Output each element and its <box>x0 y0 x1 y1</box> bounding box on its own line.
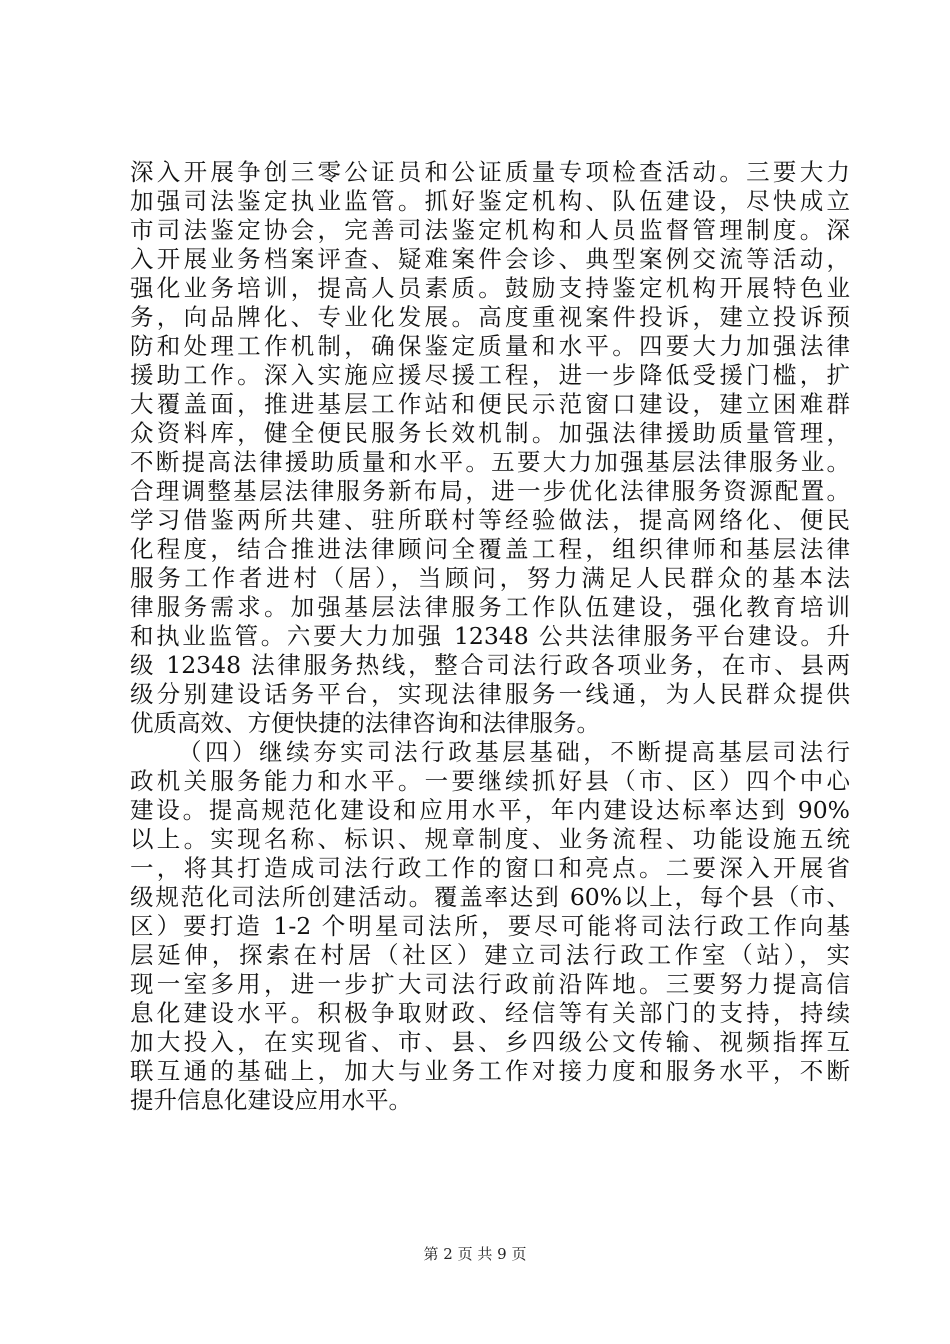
text-line: 建设。提高规范化建设和应用水平，年内建设达标率达到 90% <box>130 796 850 824</box>
text-line: 市司法鉴定协会，完善司法鉴定机构和人员监督管理制度。深 <box>130 216 850 244</box>
text-line: 强化业务培训，提高人员素质。鼓励支持鉴定机构开展特色业 <box>130 274 850 302</box>
text-line: 息化建设水平。积极争取财政、经信等有关部门的支持，持续 <box>130 999 850 1027</box>
text-line: 深入开展争创三零公证员和公证质量专项检查活动。三要大力 <box>130 158 850 186</box>
page-footer: 第 2 页 共 9 页 <box>423 1245 527 1263</box>
text-line: 优质高效、方便快捷的法律咨询和法律服务。 <box>130 709 600 737</box>
text-line: 层延伸，探索在村居（社区）建立司法行政工作室（站），实 <box>130 941 850 969</box>
text-line: 务，向品牌化、专业化发展。高度重视案件投诉，建立投诉预 <box>130 303 850 331</box>
text-line: 学习借鉴两所共建、驻所联村等经验做法，提高网络化、便民 <box>130 506 850 534</box>
text-line: （四）继续夯实司法行政基层基础，不断提高基层司法行 <box>178 738 850 766</box>
text-line: 大覆盖面，推进基层工作站和便民示范窗口建设，建立困难群 <box>130 390 850 418</box>
text-line: 区）要打造 1-2 个明星司法所，要尽可能将司法行政工作向基 <box>130 912 850 940</box>
text-line: 一，将其打造成司法行政工作的窗口和亮点。二要深入开展省 <box>130 854 850 882</box>
text-line: 众资料库，健全便民服务长效机制。加强法律援助质量管理， <box>130 419 850 447</box>
text-line: 防和处理工作机制，确保鉴定质量和水平。四要大力加强法律 <box>130 332 850 360</box>
text-line: 政机关服务能力和水平。一要继续抓好县（市、区）四个中心 <box>130 767 850 795</box>
text-line: 服务工作者进村（居），当顾问，努力满足人民群众的基本法 <box>130 564 850 592</box>
text-line: 加强司法鉴定执业监管。抓好鉴定机构、队伍建设，尽快成立 <box>130 187 850 215</box>
text-line: 化程度，结合推进法律顾问全覆盖工程，组织律师和基层法律 <box>130 535 850 563</box>
text-line: 提升信息化建设应用水平。 <box>130 1086 412 1114</box>
text-line: 加大投入，在实现省、市、县、乡四级公文传输、视频指挥互 <box>130 1028 850 1056</box>
paragraph <box>130 158 850 738</box>
text-line: 级分别建设话务平台，实现法律服务一线通，为人民群众提供 <box>130 680 850 708</box>
text-line: 援助工作。深入实施应援尽援工程，进一步降低受援门槛，扩 <box>130 361 850 389</box>
text-line: 不断提高法律援助质量和水平。五要大力加强基层法律服务业。 <box>130 448 850 476</box>
text-line: 级规范化司法所创建活动。覆盖率达到 60%以上，每个县（市、 <box>130 883 850 911</box>
text-line: 现一室多用，进一步扩大司法行政前沿阵地。三要努力提高信 <box>130 970 850 998</box>
text-line: 律服务需求。加强基层法律服务工作队伍建设，强化教育培训 <box>130 593 850 621</box>
text-line: 和执业监管。六要大力加强 12348 公共法律服务平台建设。升 <box>130 622 850 650</box>
text-line: 联互通的基础上，加大与业务工作对接力度和服务水平，不断 <box>130 1057 850 1085</box>
text-line: 入开展业务档案评查、疑难案件会诊、典型案例交流等活动， <box>130 245 850 273</box>
paragraph <box>130 738 850 1115</box>
body-text <box>130 158 850 1115</box>
text-line: 以上。实现名称、标识、规章制度、业务流程、功能设施五统 <box>130 825 850 853</box>
text-line: 级 12348 法律服务热线，整合司法行政各项业务，在市、县两 <box>130 651 850 679</box>
text-line: 合理调整基层法律服务新布局，进一步优化法律服务资源配置。 <box>130 477 850 505</box>
